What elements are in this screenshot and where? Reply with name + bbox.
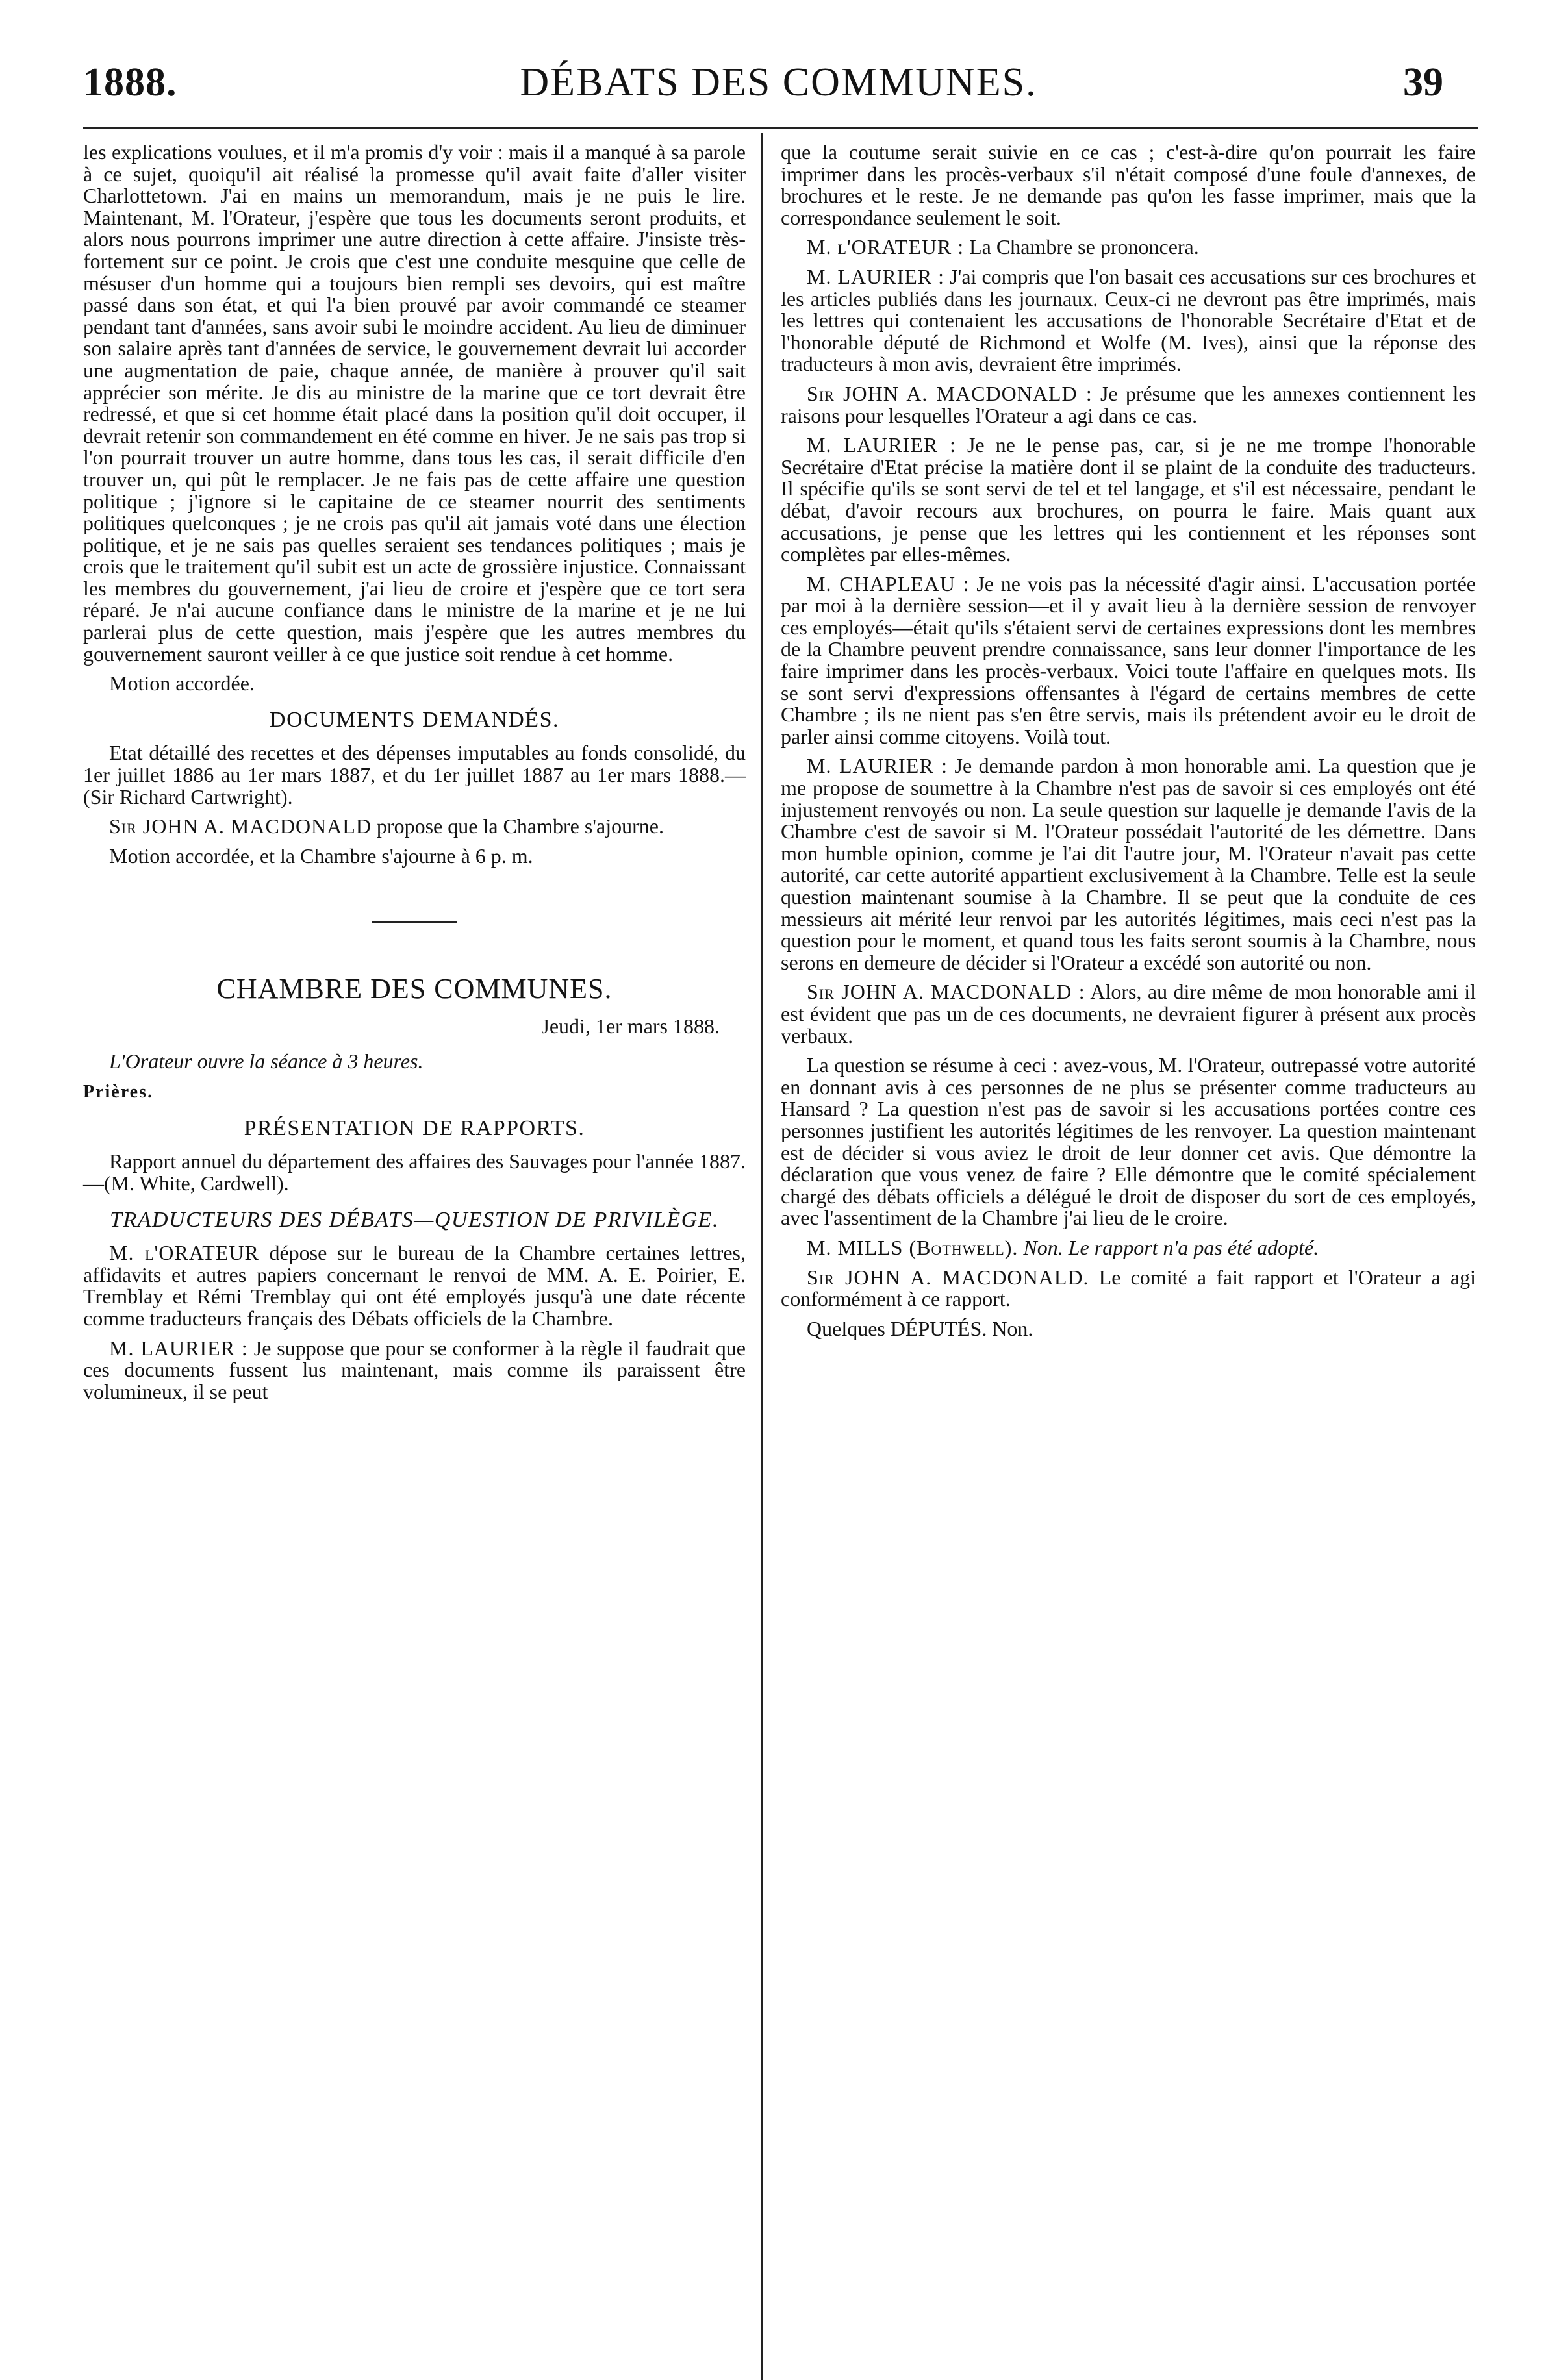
speaker-name: Sir JOHN A. MACDONALD. <box>807 1265 1089 1289</box>
speaker-name: M. LAURIER : <box>807 433 956 457</box>
paragraph-macdonald-1 <box>781 383 1476 427</box>
speech-text: Je présume que les annexes contiennent les raisons pour lesquelles l'Orateur a agi dans ce cas. <box>781 381 1476 427</box>
column-divider <box>761 133 763 2380</box>
left-column <box>83 142 746 1410</box>
heading-documents: DOCUMENTS DEMANDÉS. <box>270 707 559 732</box>
speech-text: dépose sur le bureau de la Chambre certaines lettres, affidavits et autres papiers concernant le renvoi de MM. A. E. Poirier, E. Tremblay et Rémi Tremblay qui ont été employés jusqu'à une date récente comme traducteurs français des Débats officiels de la Chambre. <box>83 1241 746 1330</box>
heading-rapports: PRÉSENTATION DE RAPPORTS. <box>244 1116 585 1140</box>
paragraph-question: La question se résume à ceci : avez-vous, M. l'Orateur, outrepassé votre autorité en donnant avis à ces personnes de ne plus se présenter comme traducteurs au Hansard ? La question n'est pas de savoir si les accusations portées contre ces personnes justifient les autorités légitimes de les renvoyer. La question maintenant est de décider si vous aviez le droit de leur donner cet avis. Que démontre la déclaration que vous venez de faire ? Elle démontre que le comité spécialement chargé des débats officiels a délégué le droit de disposer du sort de ces employés, avec l'assentiment de la Chambre j'ai lieu de le croire. <box>781 1053 1476 1230</box>
speaker-name: M. MILLS (Bothwell). <box>807 1235 1019 1259</box>
orateur-opening: L'Orateur ouvre la séance à 3 heures. <box>109 1049 424 1073</box>
right-column <box>781 142 1476 1347</box>
speaker-name: Sir JOHN A. MACDONALD <box>109 814 372 838</box>
speech-text: Je suppose que pour se conformer à la règle il faudrait que ces documents fussent lus maintenant, mais comme ils paraissent être volumineux, il se peut <box>83 1336 746 1403</box>
speaker-name: M. CHAPLEAU : <box>807 571 970 595</box>
speech-text: Le comité a fait rapport et l'Orateur a agi conformément à ce rapport. <box>781 1265 1476 1311</box>
paragraph-mills <box>781 1237 1476 1259</box>
header-page-number: 39 <box>1403 60 1443 105</box>
prayers-label: Prières. <box>83 1082 153 1103</box>
paragraph-chapleau <box>781 573 1476 748</box>
paragraph-rapport: Rapport annuel du département des affaires des Sauvages pour l'année 1887.—(M. White, Cardwell). <box>83 1149 746 1195</box>
paragraph-orateur-depose <box>83 1242 746 1329</box>
paragraph-adjourn-proposal <box>83 816 746 838</box>
speaker-name: M. LAURIER : <box>109 1336 248 1360</box>
header-rule <box>83 127 1478 129</box>
session-date: Jeudi, 1er mars 1888. <box>541 1014 720 1038</box>
speech-text: Non. Le rapport n'a pas été adopté. <box>1018 1235 1319 1259</box>
motion-accorded: Motion accordée. <box>109 671 255 695</box>
header-title: DÉBATS DES COMMUNES. <box>520 60 1037 105</box>
speaker-name: Sir JOHN A. MACDONALD : <box>807 980 1085 1004</box>
speech-text: Je ne vois pas la nécessité d'agir ainsi. L'accusation portée par moi à la dernière session—et il y avait lieu à la dernière session de renvoyer ces employés—était qu'ils s'étaient servi de certaines expressions dont les membres de la Chambre peuvent prendre connaissance, sans leur donner l'importance de les faire imprimer dans les procès-verbaux. Voici toute l'affaire en quelques mots. Ils se sont servi d'expressions offensantes à l'égard de certains membres de cette Chambre ; ils ne nient pas s'en être servis, mais ils prétendent avoir eu le droit de parler ainsi comme citoyens. Voilà tout. <box>781 571 1476 748</box>
speaker-name: Sir JOHN A. MACDONALD : <box>807 381 1093 405</box>
speech-text: Je demande pardon à mon honorable ami. La question que je me propose de soumettre à la Chambre n'est pas de savoir si ces employés ont été injustement renvoyés ou non. La seule question sur laquelle je demande l'avis de la Chambre c'est de savoir si M. l'Orateur possédait l'autorité de les démettre. Dans mon humble opinion, comme je l'ai dit l'autre jour, M. l'Orateur n'avait pas cette autorité, car cette autorité appartient exclusivement à la Chambre. Telle est la seule question maintenant soumise à la Chambre. Il se peut que la conduite de ces messieurs ait mérité leur renvoi par les autorités légitimes, mais ceci n'est pas la question pour le moment, et quand tous les faits seront soumis à la Chambre, nous serons en demeure de décider si l'Orateur a excédé son autorité ou non. <box>781 754 1476 974</box>
speech-text: Alors, au dire même de mon honorable ami il est évident que pas un de ces documents, ne devraient figurer à présent aux procès verbaux. <box>781 980 1476 1047</box>
paragraph-laurier-3 <box>781 434 1476 566</box>
heading-chambre: CHAMBRE DES COMMUNES. <box>216 973 613 1005</box>
speech-text: La Chambre se prononcera. <box>964 235 1199 259</box>
heading-traducteurs: TRADUCTEURS DES DÉBATS—QUESTION DE PRIVILÈGE. <box>110 1207 719 1232</box>
speech-text: propose que la Chambre s'ajourne. <box>371 814 664 838</box>
speaker-name: M. LAURIER : <box>807 754 948 778</box>
paragraph-macdonald-2 <box>781 981 1476 1047</box>
section-separator <box>372 921 457 923</box>
speaker-name: M. l'ORATEUR : <box>807 235 965 259</box>
paragraph-continuation-right: que la coutume serait suivie en ce cas ; c'est-à-dire qu'on pourrait les faire imprimer dans les procès-verbaux s'il n'était composé d'une foule d'annexes, de brochures et le reste. Je ne demande pas qu'on les fasse imprimer, mais que la correspondance seulement le soit. <box>781 140 1476 229</box>
speaker-name: M. LAURIER : <box>807 264 945 288</box>
paragraph-laurier-4 <box>781 755 1476 973</box>
page-header <box>0 0 1557 123</box>
paragraph-orateur-2 <box>781 236 1476 258</box>
header-year: 1888. <box>83 60 177 105</box>
motion-adjourn: Motion accordée, et la Chambre s'ajourne à 6 p. m. <box>109 844 533 868</box>
speech-text: Je ne le pense pas, car, si je ne me trompe l'honorable Secrétaire d'Etat précise la matière dont il se plaint de la conduite des traducteurs. Il spécifie qu'ils se sont servi de tel et tel langage, et s'il est nécessaire, pendant le débat, d'avoir recours aux brochures, on pourra le faire. Mais quant aux accusations, je pense que les lettres qui les contiennent et les réponses sont complètes par elles-mêmes. <box>781 433 1476 566</box>
paragraph-documents: Etat détaillé des recettes et des dépenses imputables au fonds consolidé, du 1er juillet 1886 au 1er mars 1887, et du 1er juillet 1887 au 1er mars 1888.—(Sir Richard Cartwright). <box>83 741 746 808</box>
paragraph-continuation: les explications voulues, et il m'a promis d'y voir : mais il a manqué à sa parole à ce sujet, quoiqu'il ait réalisé la promesse qu'il avait faite d'aller visiter Charlottetown. J'ai en mains un memorandum, mais je ne puis le lire. Maintenant, M. l'Orateur, j'espère que tous les documents seront produits, et alors nous pourrons imprimer une autre direction à cette affaire. J'insiste très-fortement sur ce point. Je crois que c'est une conduite mesquine que celle de mésuser d'un homme qui a toujours bien rempli ses devoirs, qui est maître passé dans son état, et qui l'a bien prouvé par avoir commandé ce steamer pendant tant d'années, sans avoir subi le moindre accident. Au lieu de diminuer son salaire après tant d'années de service, le gouvernement devrait lui accorder une augmentation de paie, chaque année, de manière à prouver qu'il sait apprécier son mérite. Je dis au ministre de la marine que ce tort devrait être redressé, et que si cet homme était placé dans la position qu'il doit occuper, il devrait retenir son commandement en été comme en hiver. Je ne sais pas trop si l'on pourrait trouver un autre homme, dans tous les cas, il serait difficile d'en trouver un, qui pût le remplacer. Je ne fais pas de cette affaire une question politique ; j'ignore si le capitaine de ce steamer nourrit des sentiments politiques quelconques ; je ne crois pas qu'il ait jamais voté dans une élection politique, et je ne sais pas quelles seraient ses tendances politiques ; mais je crois que le traitement qu'il subit est un acte de grossière injustice. Connaissant les membres du gouvernement, j'ai lieu de croire et j'espère que ce tort sera réparé. Je n'ai aucune confiance dans le ministre de la marine et je ne lui parlerai plus de cette question, mais j'espère que les autres membres du gouvernement sauront veiller à ce que justice soit rendue à cet homme. <box>83 140 746 666</box>
speech-text: J'ai compris que l'on basait ces accusations sur ces brochures et les articles publiés dans les journaux. Ceux-ci ne devront pas être imprimés, mais les lettres qui contenaient les accusations de l'honorable Secrétaire d'Etat et de l'honorable député de Richmond et Wolfe (M. Ives), ainsi que la réponse des traducteurs à mon avis, devraient être imprimés. <box>781 264 1476 376</box>
paragraph-laurier-2 <box>781 266 1476 375</box>
paragraph-laurier-1 <box>83 1338 746 1403</box>
paragraph-deputes: Quelques DÉPUTÉS. Non. <box>807 1316 1033 1340</box>
paragraph-macdonald-3 <box>781 1267 1476 1310</box>
speaker-name: M. l'ORATEUR <box>109 1241 259 1265</box>
